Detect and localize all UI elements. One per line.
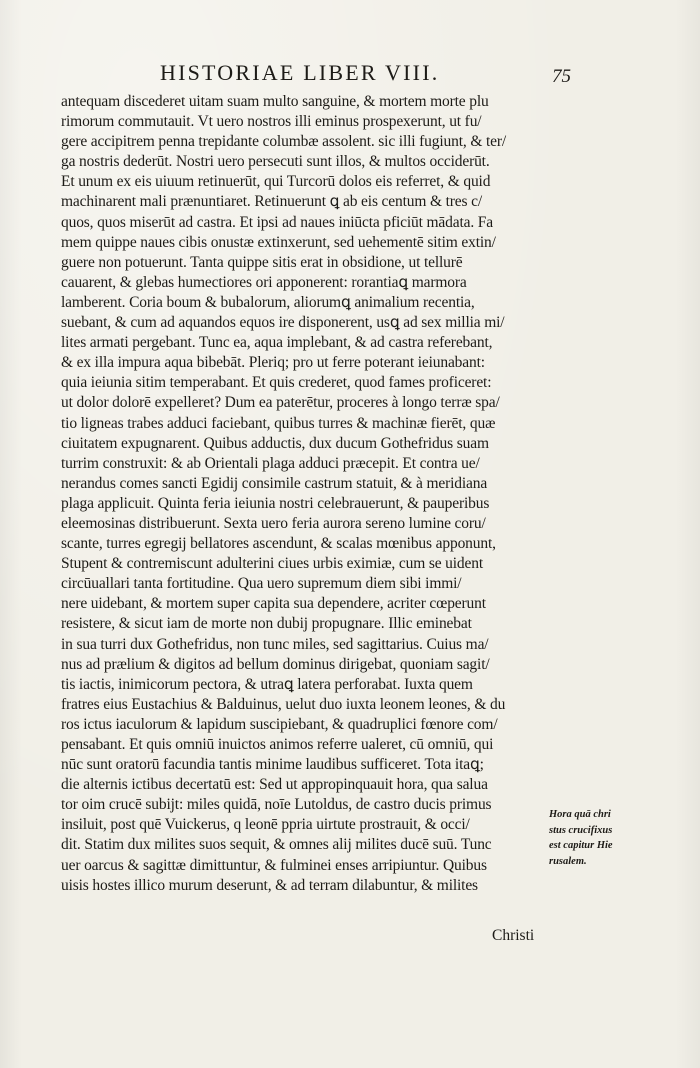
- text-line: machinarent mali prænuntiaret. Retinuerunt ꝗ ab eis centum & tres c/: [61, 193, 483, 211]
- text-line: tis iactis, inimicorum pectora, & utraꝗ latera perforabat. Iuxta quem: [61, 675, 473, 693]
- text-line: lamberent. Coria boum & bubalorum, aliorumꝗ animalium recentia,: [61, 293, 475, 311]
- text-line: lites armati pergebant. Tunc ea, aqua implebant, & ad castra referebant,: [61, 334, 493, 352]
- folio-number: 75: [552, 66, 571, 87]
- text-line: pensabant. Et quis omniū inuictos animos referre ualeret, cū omniū, qui: [61, 736, 494, 753]
- text-line: die alternis ictibus decertatū est: Sed ut appropinquauit hora, qua salua: [61, 776, 488, 794]
- marginal-note-line: Hora quā chri: [549, 809, 611, 820]
- text-line: circūuallari tanta fortitudine. Qua uero supremum diem sibi immi/: [61, 575, 462, 593]
- text-line: ciuitatem expugnarent. Quibus adductis, dux ducum Gothefridus suam: [61, 434, 489, 452]
- text-line: rimorum commutauit. Vt uero nostros illi eminus prospexerunt, ut fu/: [61, 113, 482, 131]
- text-line: & ex illa impura aqua bibebāt. Pleriq; pro ut ferre poterant ieiunabant:: [61, 354, 485, 372]
- text-line: quia ieiunia sitim temperabant. Et quis crederet, quod fames proficeret:: [61, 374, 492, 392]
- main-text-block: [61, 92, 545, 896]
- text-line: nere uidebant, & mortem super capita sua dependere, acriter cœperunt: [61, 595, 486, 613]
- text-line: uisis hostes illico murum deserunt, & ad terram dilabuntur, & milites: [61, 876, 478, 894]
- text-line: ut dolor dolorē expelleret? Dum ea paterētur, proceres à longo terræ spa/: [61, 394, 500, 412]
- text-line: fratres eius Eustachius & Balduinus, uelut duo iuxta leonem leones, & du: [61, 695, 506, 713]
- marginal-note-line: est capitur Hie: [549, 840, 613, 851]
- text-line: ga nostris dederūt. Nostri uero persecuti sunt illos, & multos occiderūt.: [61, 153, 490, 171]
- text-line: cauarent, & glebas humectiores ori apponerent: rorantiaꝗ marmora: [61, 273, 467, 291]
- text-line: nūc sunt oratorū facundia tantis minime laudibus sufficeret. Tota itaꝗ;: [61, 756, 484, 774]
- text-line: plaga applicuit. Quinta feria ieiunia nostri celebrauerunt, & pauperibus: [61, 494, 490, 512]
- running-title: HISTORIAE LIBER VIII.: [160, 60, 440, 85]
- text-line: tor oim crucē subijt: miles quidā, noīe Lutoldus, de castro ducis primus: [61, 796, 492, 814]
- text-line: eleemosinas distribuerunt. Sexta uero feria aurora sereno lumine coru/: [61, 514, 486, 532]
- catchword: Christi: [492, 927, 535, 944]
- text-line: Et unum ex eis uiuum retinuerūt, qui Turcorū dolos eis referret, & quid: [61, 173, 491, 191]
- text-line: tio ligneas trabes adduci faciebant, quibus turres & machinæ fierēt, quæ: [61, 414, 496, 432]
- text-line: mem quippe naues cibis onustæ extinxerunt, sed uehementē sitim extin/: [61, 233, 496, 251]
- text-line: quos, quos miserūt ad castra. Et ipsi ad naues iniūcta pficiūt mādata. Fa: [61, 213, 493, 231]
- text-line: guere non potuerunt. Tanta quippe sitis erat in obsidione, ut tellurē: [61, 253, 463, 271]
- text-line: gere accipitrem penna trepidante columbæ assolent. sic illi fugiunt, & ter/: [61, 133, 507, 151]
- text-line: turrim construxit: & ab Orientali plaga adduci præcepit. Et contra ue/: [61, 454, 480, 472]
- marginal-note: [549, 807, 689, 869]
- text-line: Stupent & contremiscunt adulterini ciues urbis eximiæ, cum se uident: [61, 555, 483, 573]
- text-line: dit. Statim dux milites suos sequit, & omnes alij milites ducē suū. Tunc: [61, 836, 492, 854]
- text-line: nerandus comes sancti Egidij consimile castrum statuit, & à meridiana: [61, 474, 488, 492]
- marginal-note-line: rusalem.: [549, 855, 587, 867]
- text-line: uer oarcus & sagittæ dimittuntur, & fulminei enses arripiuntur. Quibus: [61, 856, 487, 874]
- text-line: nus ad prælium & digitos ad bellum dominus dirigebat, quoniam sagit/: [61, 655, 490, 673]
- text-line: suebant, & cum ad aquandos equos ire disponerent, usꝗ ad sex millia mi/: [61, 314, 505, 332]
- text-line: ros ictus iaculorum & lapidum suscipiebant, & quadruplici fœnore com/: [61, 715, 498, 733]
- text-line: antequam discederet uitam suam multo sanguine, & mortem morte plu: [61, 93, 489, 110]
- text-line: insiluit, post quē Vuickerus, q leonē ppria uirtute prostrauit, & occi/: [61, 816, 470, 834]
- text-line: scante, turres egregij bellatores ascendunt, & scalas mœnibus apponunt,: [61, 535, 496, 553]
- marginal-note-line: stus crucifixus: [549, 824, 613, 836]
- text-line: resistere, & sicut iam de morte non dubij propugnare. Illic eminebat: [61, 615, 472, 633]
- text-line: in sua turri dux Gothefridus, non tunc miles, sed sagittarius. Cuius ma/: [61, 635, 489, 653]
